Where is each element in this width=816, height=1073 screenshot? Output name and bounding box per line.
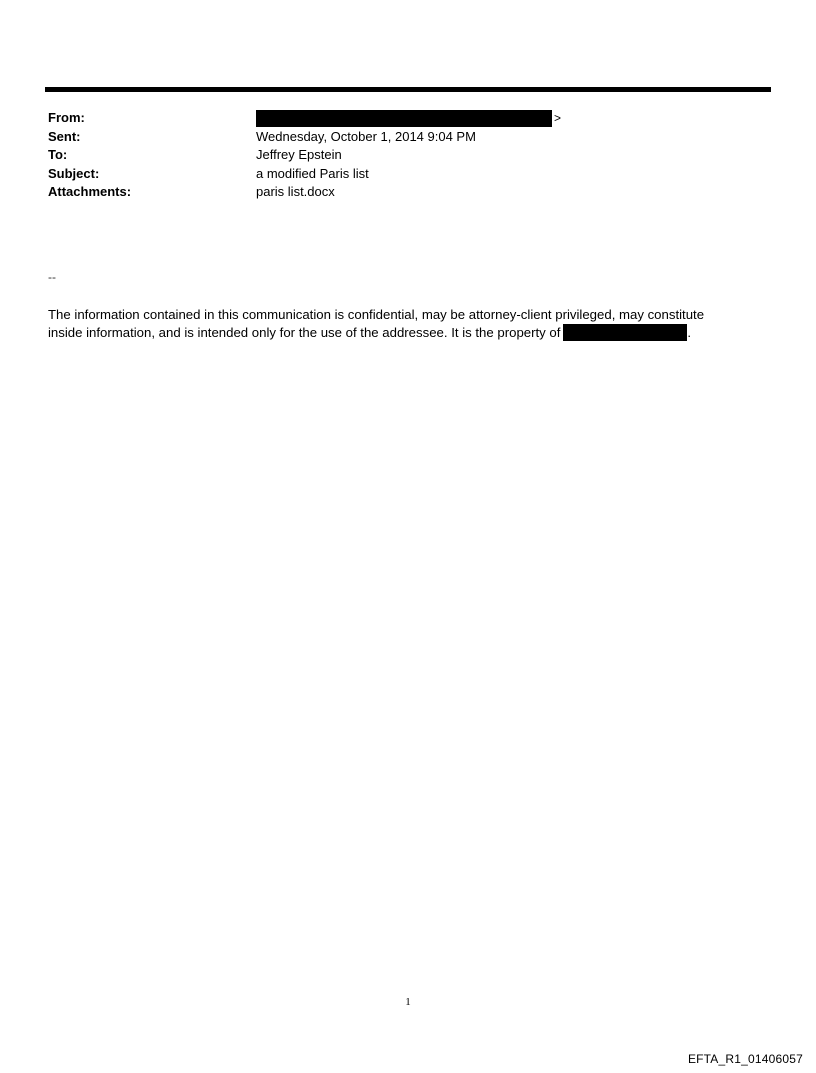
- subject-row: [48, 165, 768, 184]
- disclaimer-line-2-text: inside information, and is intended only for the use of the addressee. It is the property of: [48, 325, 561, 340]
- redaction-block: [256, 110, 552, 127]
- subject-value: a modified Paris list: [256, 165, 369, 181]
- from-row: [48, 109, 768, 128]
- redaction-block: [563, 324, 687, 341]
- attachment-filename: paris list.docx: [256, 184, 335, 199]
- to-row: [48, 146, 768, 165]
- sent-label: Sent:: [48, 128, 81, 144]
- disclaimer-line-2: [48, 324, 768, 342]
- signature-separator: --: [48, 270, 56, 284]
- from-label: From:: [48, 110, 85, 125]
- from-suffix: >: [554, 111, 562, 125]
- document-id: EFTA_R1_01406057: [687, 1052, 803, 1066]
- email-header: [48, 109, 768, 202]
- to-value: Jeffrey Epstein: [256, 147, 342, 162]
- confidentiality-disclaimer: [48, 306, 768, 342]
- sent-value: Wednesday, October 1, 2014 9:04 PM: [256, 128, 476, 144]
- attachments-label: Attachments:: [48, 184, 132, 199]
- attachments-row: [48, 183, 768, 202]
- disclaimer-end: .: [687, 325, 692, 340]
- to-label: To:: [48, 147, 68, 162]
- header-divider: [45, 87, 771, 92]
- disclaimer-line-1: The information contained in this communication is confidential, may be attorney-client privileged, may constitute: [48, 307, 705, 322]
- subject-label: Subject:: [48, 165, 100, 181]
- from-value: [256, 109, 561, 128]
- sent-row: [48, 128, 768, 147]
- page-number: 1: [405, 996, 411, 1008]
